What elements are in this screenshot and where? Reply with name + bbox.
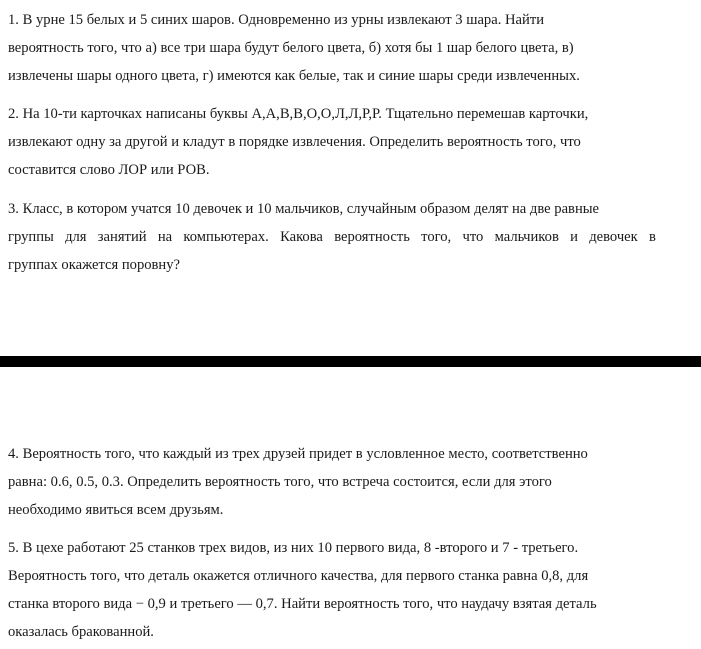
problem-5-line-2: Вероятность того, что деталь окажется отличного качества, для первого станка равна 0,8, для — [8, 568, 589, 584]
word: группы — [8, 229, 54, 245]
problem-2-line-3: составится слово ЛОР или РОВ. — [8, 162, 210, 178]
problem-5-line-3: станка второго вида − 0,9 и третьего — 0,7. Найти вероятность того, что наудачу взятая деталь — [8, 596, 597, 612]
section-divider — [0, 356, 701, 367]
word: что — [462, 229, 484, 245]
problem-3-line-2 — [8, 228, 656, 246]
problem-3-line-1: 3. Класс, в котором учатся 10 девочек и 10 мальчиков, случайным образом делят на две равные — [8, 201, 600, 217]
problem-5-line-1: 5. В цехе работают 25 станков трех видов, из них 10 первого вида, 8 -второго и 7 - третьего. — [8, 540, 579, 556]
problem-4-line-2: равна: 0.6, 0.5, 0.3. Определить вероятность того, что встреча состоится, если для этого — [8, 474, 552, 490]
word: компьютерах. — [183, 229, 269, 245]
problem-4-line-3: необходимо явиться всем друзьям. — [8, 502, 224, 518]
word: того, — [421, 229, 452, 245]
word: мальчиков — [494, 229, 559, 245]
word: и — [570, 229, 578, 245]
problem-2-line-2: извлекают одну за другой и кладут в порядке извлечения. Определить вероятность того, что — [8, 134, 581, 150]
word: для — [65, 229, 87, 245]
word: девочек — [589, 229, 638, 245]
problem-1-line-1: 1. В урне 15 белых и 5 синих шаров. Одновременно из урны извлекают 3 шара. Найти — [8, 12, 545, 28]
problem-4-line-1: 4. Вероятность того, что каждый из трех друзей придет в условленное место, соответственно — [8, 446, 588, 462]
problem-1-line-3: извлечены шары одного цвета, г) имеются как белые, так и синие шары среди извлеченных. — [8, 68, 580, 84]
problem-1-line-2: вероятность того, что а) все три шара будут белого цвета, б) хотя бы 1 шар белого цвета, в) — [8, 40, 574, 56]
word: вероятность — [334, 229, 410, 245]
problem-2-line-1: 2. На 10-ти карточках написаны буквы А,А,В,В,О,О,Л,Л,Р,Р. Тщательно перемешав карточки, — [8, 106, 589, 122]
word: в — [649, 229, 656, 245]
problem-3-line-3: группах окажется поровну? — [8, 257, 181, 273]
word: Какова — [280, 229, 323, 245]
problem-5-line-4: оказалась бракованной. — [8, 624, 154, 640]
word: занятий — [97, 229, 147, 245]
word: на — [157, 229, 173, 245]
